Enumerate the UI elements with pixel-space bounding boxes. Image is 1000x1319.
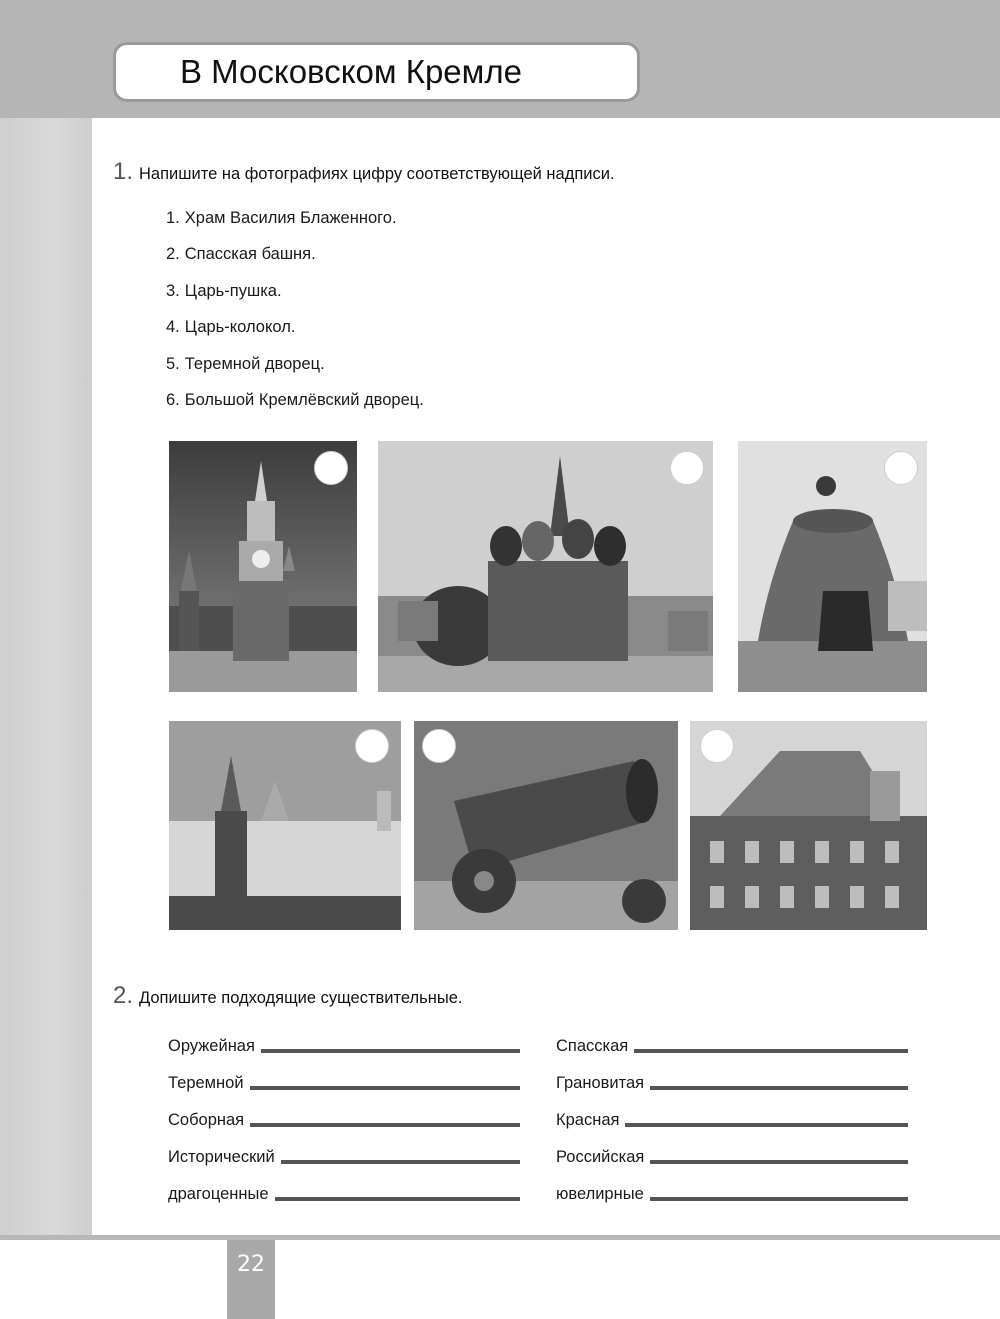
photo-grand-kremlin-palace [169,721,401,930]
task1-item-list [166,200,666,419]
fill-row: Исторический [168,1139,520,1176]
fill-row: Спасская [556,1028,908,1065]
task2-number: 2. [113,982,134,1009]
list-item: 2. Спасская башня. [166,245,316,264]
answer-line[interactable] [281,1160,520,1164]
list-item: 6. Большой Кремлёвский дворец. [166,391,424,410]
photo-tsar-bell [738,441,927,692]
footer-rule [0,1235,1000,1240]
answer-circle[interactable] [700,729,734,763]
fill-row: Теремной [168,1065,520,1102]
page-number-tab [227,1240,275,1319]
list-item: 5. Теремной дворец. [166,354,325,373]
fill-row: Российская [556,1139,908,1176]
page-number: 22 [237,1252,265,1277]
task2-instruction: Допишите подходящие существительные. [139,989,463,1007]
answer-line[interactable] [650,1086,908,1090]
fill-row: драгоценные [168,1176,520,1213]
photo-spasskaya-tower [169,441,357,692]
fill-row: Красная [556,1102,908,1139]
answer-line[interactable] [275,1197,520,1201]
task2-left-column [168,1028,520,1213]
title-box [113,42,640,102]
task2-right-column [556,1028,908,1213]
fill-row: Грановитая [556,1065,908,1102]
answer-line[interactable] [261,1049,520,1053]
answer-line[interactable] [250,1123,520,1127]
side-margin-band [0,118,92,1235]
answer-line[interactable] [650,1160,908,1164]
task1-heading [113,158,615,186]
list-item: 4. Царь-колокол. [166,318,296,337]
list-item: 3. Царь-пушка. [166,281,282,300]
answer-circle[interactable] [670,451,704,485]
answer-line[interactable] [650,1197,908,1201]
fill-row: Оружейная [168,1028,520,1065]
answer-circle[interactable] [314,451,348,485]
answer-line[interactable] [634,1049,908,1053]
answer-circle[interactable] [884,451,918,485]
photo-terem-palace [690,721,927,930]
photo-st-basils-cathedral [378,441,713,692]
photo-tsar-cannon [414,721,678,930]
answer-line[interactable] [625,1123,908,1127]
answer-circle[interactable] [355,729,389,763]
task1-number: 1. [113,158,134,185]
answer-line[interactable] [250,1086,520,1090]
answer-circle[interactable] [422,729,456,763]
task1-instruction: Напишите на фотографиях цифру соответствующей надписи. [139,165,615,183]
page-title: В Московском Кремле [180,53,522,90]
fill-row: Соборная [168,1102,520,1139]
list-item: 1. Храм Василия Блаженного. [166,208,397,227]
fill-row: ювелирные [556,1176,908,1213]
task2-heading [113,982,462,1010]
